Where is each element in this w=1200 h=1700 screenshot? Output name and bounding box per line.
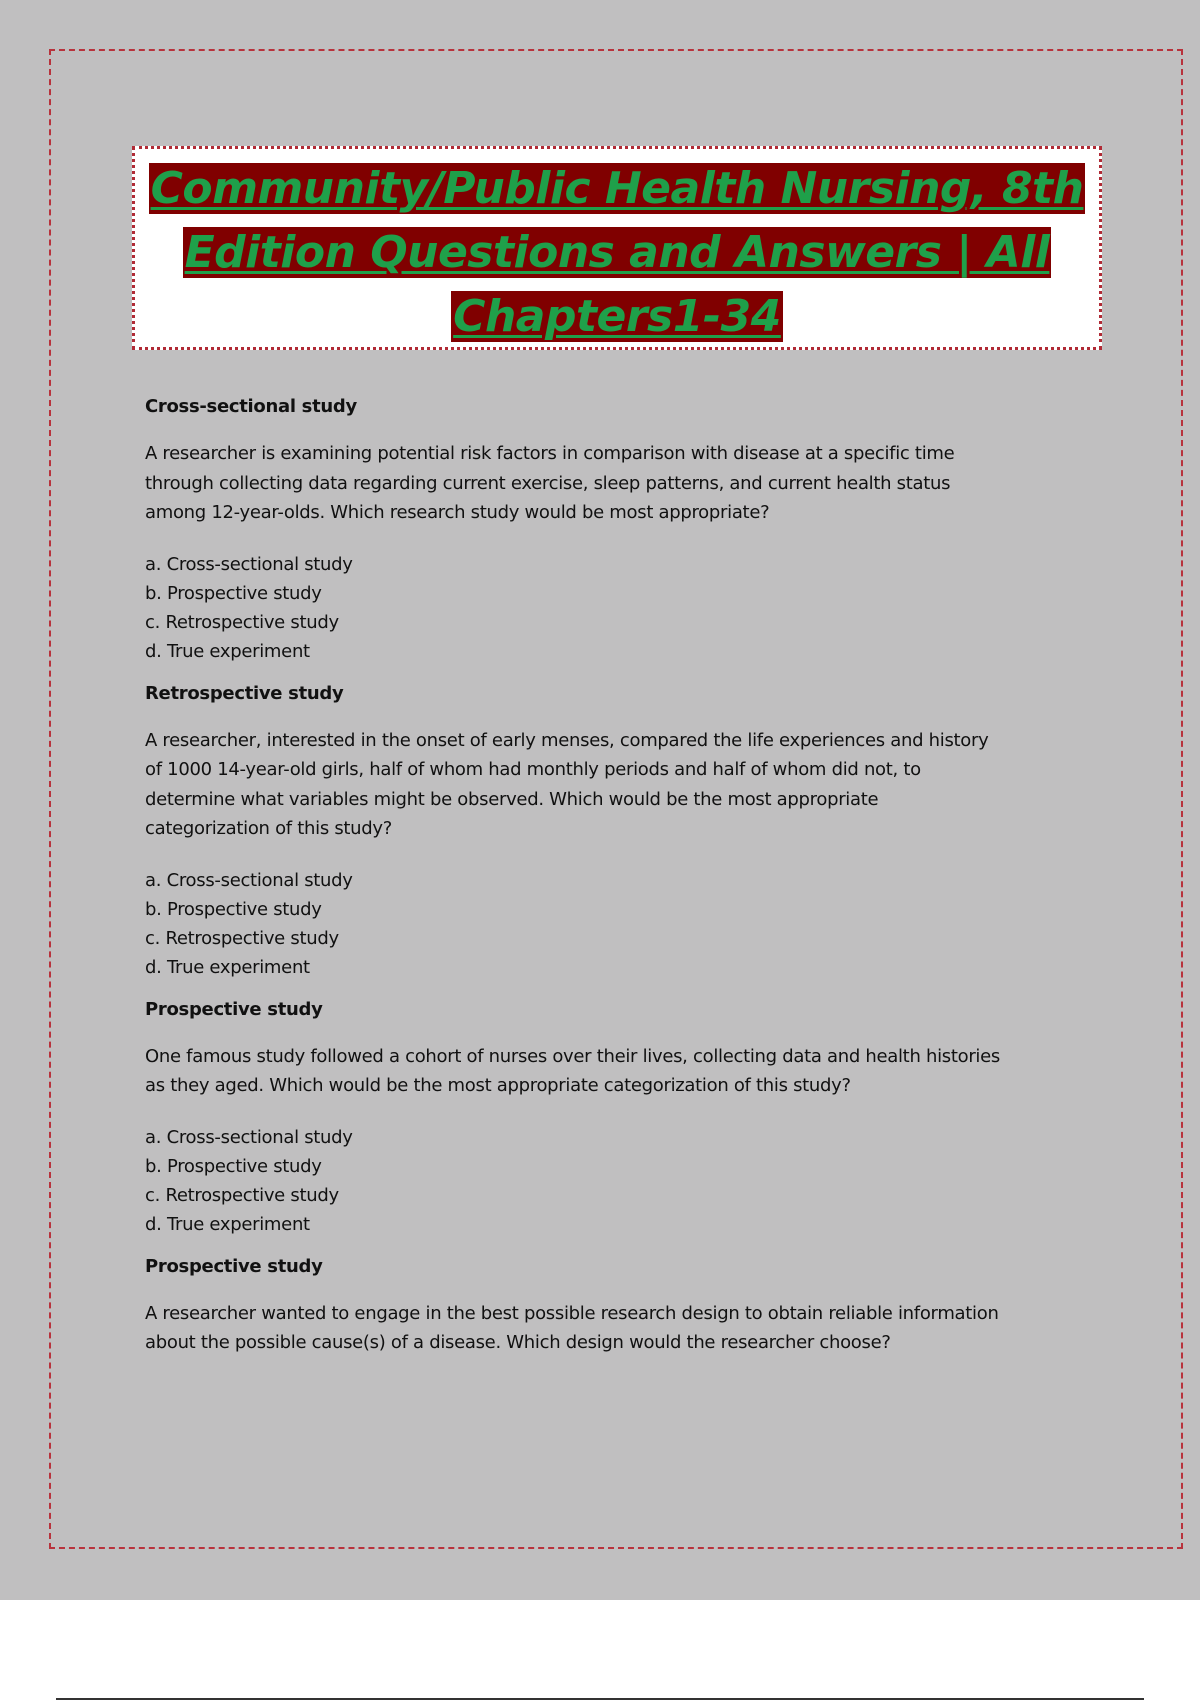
option-list [145, 550, 1005, 666]
qa-item [145, 680, 1005, 982]
option-item: b. Prospective study [145, 582, 322, 604]
option-list [145, 866, 1005, 982]
title-line-2: Edition Questions and Answers | All [184, 227, 1050, 278]
answer-heading: Retrospective study [145, 682, 344, 704]
answer-heading: Prospective study [145, 1255, 323, 1277]
option-list [145, 1123, 1005, 1239]
document-title [135, 157, 1099, 349]
option-item: a. Cross-sectional study [145, 1126, 353, 1148]
qa-item [145, 1253, 1005, 1358]
option-item: b. Prospective study [145, 898, 322, 920]
qa-content [145, 393, 1005, 1380]
answer-heading: Cross-sectional study [145, 396, 357, 417]
title-line-3: Chapters1-34 [453, 291, 781, 342]
option-item: d. True experiment [145, 640, 310, 662]
option-item: a. Cross-sectional study [145, 869, 353, 891]
option-item: d. True experiment [145, 1213, 310, 1235]
question-text: A researcher is examining potential risk factors in comparison with disease at a specific time through collecting data regarding current exercise, sleep patterns, and current health status among 12-year-olds. Which research study would be most appropriate? [145, 443, 955, 523]
option-item: a. Cross-sectional study [145, 553, 353, 575]
question-text: A researcher wanted to engage in the best possible research design to obtain reliable information about the possible cause(s) of a disease. Which design would the researcher choose? [145, 1302, 999, 1353]
option-item: c. Retrospective study [145, 927, 339, 949]
option-item: c. Retrospective study [145, 1184, 339, 1206]
option-item: c. Retrospective study [145, 611, 339, 633]
title-line-1: Community/Public Health Nursing, 8th [150, 163, 1084, 214]
title-box [132, 146, 1102, 350]
option-item: d. True experiment [145, 956, 310, 978]
question-text: A researcher, interested in the onset of early menses, compared the life experiences and history of 1000 14-year-old girls, half of whom had monthly periods and half of whom did not, to determine what variables might be observed. Which would be the most appropriate categorization of this study? [145, 729, 989, 839]
qa-item [145, 393, 1005, 666]
question-text: One famous study followed a cohort of nurses over their lives, collecting data and health histories as they aged. Which would be the most appropriate categorization of this study? [145, 1045, 1000, 1096]
option-item: b. Prospective study [145, 1155, 322, 1177]
qa-item [145, 996, 1005, 1239]
answer-heading: Prospective study [145, 998, 323, 1020]
